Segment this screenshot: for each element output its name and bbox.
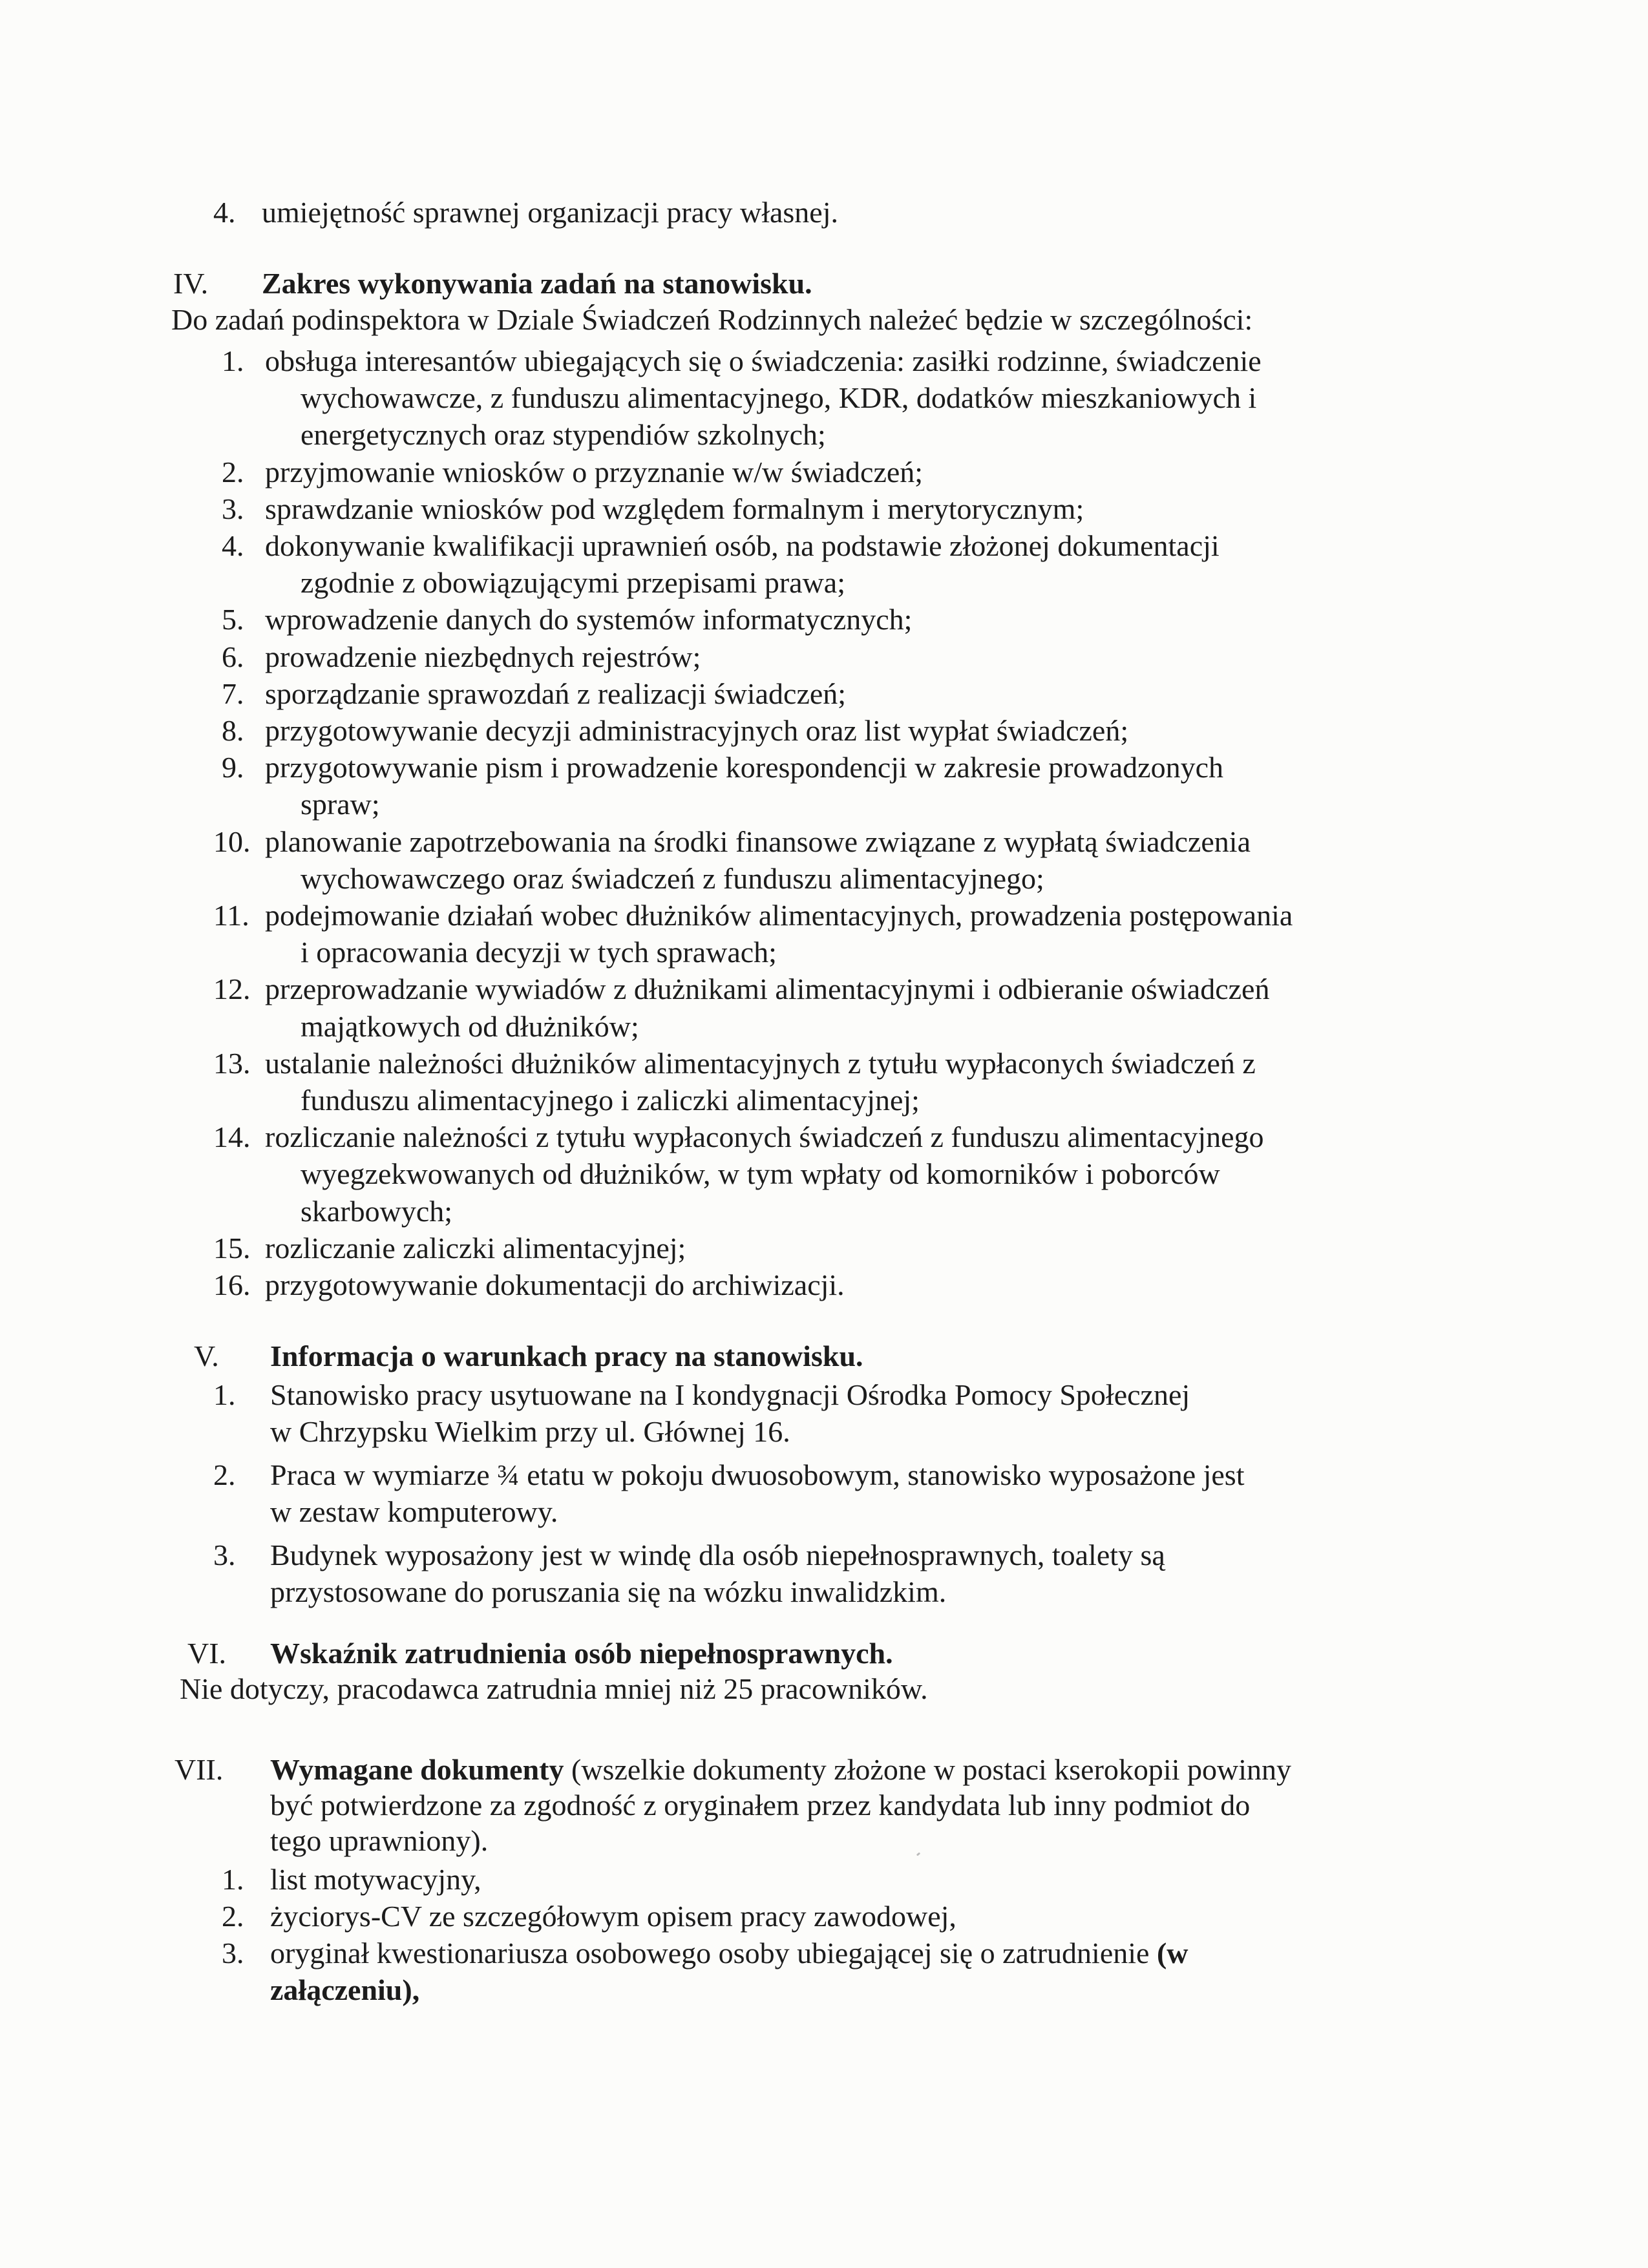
list-item-text: zgodnie z obowiązującymi przepisami prawa; <box>301 566 846 600</box>
list-item-text: wychowawcze, z funduszu alimentacyjnego, KDR, dodatków mieszkaniowych i <box>301 381 1257 415</box>
list-item-text: prowadzenie niezbędnych rejestrów; <box>265 640 701 673</box>
section-heading-vi: Wskaźnik zatrudnienia osób niepełnosprawnych. <box>270 1637 893 1670</box>
list-number: 3. <box>213 1538 236 1571</box>
list-item-text: Budynek wyposażony jest w windę dla osób niepełnosprawnych, toalety są <box>270 1538 1165 1571</box>
scan-speck <box>916 1852 921 1856</box>
list-item-text: życiorys-CV ze szczegółowym opisem pracy zawodowej, <box>270 1900 956 1933</box>
list-item-text: w zestaw komputerowy. <box>270 1495 558 1528</box>
list-item-text: przyjmowanie wniosków o przyznanie w/w świadczeń; <box>265 455 924 488</box>
list-number: 9. <box>222 751 244 784</box>
list-number: 5. <box>222 603 244 636</box>
list-item-text: Praca w wymiarze ¾ etatu w pokoju dwuosobowym, stanowisko wyposażone jest <box>270 1458 1245 1491</box>
list-number: 8. <box>222 714 244 747</box>
list-item-text: sprawdzanie wniosków pod względem formalnym i merytorycznym; <box>265 492 1084 525</box>
list-number: 2. <box>222 1900 244 1933</box>
section-vii-cont-line: tego uprawniony). <box>270 1824 489 1857</box>
list-item-text: ustalanie należności dłużników alimentacyjnych z tytułu wypłaconych świadczeń z <box>265 1046 1256 1080</box>
list-item-text: w Chrzypsku Wielkim przy ul. Głównej 16. <box>270 1415 790 1448</box>
list-number: 7. <box>222 677 244 710</box>
list-item-text: planowanie zapotrzebowania na środki finansowe związane z wypłatą świadczenia <box>265 824 1251 858</box>
list-number: 16. <box>213 1268 251 1301</box>
list-item-text: przeprowadzanie wywiadów z dłużnikami alimentacyjnymi i odbieranie oświadczeń <box>265 972 1270 1006</box>
section-vi-text: Nie dotyczy, pracodawca zatrudnia mniej niż 25 pracowników. <box>180 1672 928 1705</box>
list-item-text: i opracowania decyzji w tych sprawach; <box>301 936 777 969</box>
list-number: 3. <box>222 492 244 525</box>
list-item-text: sporządzanie sprawozdań z realizacji świadczeń; <box>265 677 847 710</box>
list-item-text: wychowawczego oraz świadczeń z funduszu alimentacyjnego; <box>301 861 1044 895</box>
list-item-text: przystosowane do poruszania się na wózku inwalidzkim. <box>270 1575 947 1608</box>
section-vii-cont-line: być potwierdzone za zgodność z oryginałem przez kandydata lub inny podmiot do <box>270 1789 1251 1822</box>
list-item-text <box>270 1971 419 2009</box>
list-item-text: przygotowywanie decyzji administracyjnych oraz list wypłat świadczeń; <box>265 714 1129 747</box>
list-item-text: wprowadzenie danych do systemów informatycznych; <box>265 603 913 636</box>
list-item-text: funduszu alimentacyjnego i zaliczki alimentacyjnej; <box>301 1084 920 1117</box>
list-item-bold-part: (w <box>1156 1937 1188 1969</box>
list-item-bold-part: załączeniu), <box>270 1973 420 2006</box>
list-number: 2. <box>222 455 244 488</box>
list-item-text: przygotowywanie dokumentacji do archiwizacji. <box>265 1268 845 1301</box>
section-heading-vii-rest: (wszelkie dokumenty złożone w postaci kserokopii powinny <box>564 1753 1291 1786</box>
section-number-iv: IV. <box>173 267 209 300</box>
list-item-text: przygotowywanie pism i prowadzenie korespondencji w zakresie prowadzonych <box>265 751 1224 784</box>
list-item-text: rozliczanie zaliczki alimentacyjnej; <box>265 1231 686 1265</box>
list-item-text <box>270 1935 1188 1972</box>
list-number: 1. <box>213 1378 236 1411</box>
list-number: 3. <box>222 1937 244 1969</box>
list-number: 4. <box>213 196 236 229</box>
list-item-text: spraw; <box>301 788 380 821</box>
list-item-text: rozliczanie należności z tytułu wypłaconych świadczeń z funduszu alimentacyjnego <box>265 1120 1264 1154</box>
list-number: 10. <box>213 824 251 858</box>
list-item-text: Stanowisko pracy usytuowane na I kondygnacji Ośrodka Pomocy Społecznej <box>270 1378 1190 1411</box>
list-number: 6. <box>222 640 244 673</box>
section-number-v: V. <box>194 1339 219 1372</box>
list-number: 1. <box>222 344 244 377</box>
list-item-text-part: oryginał kwestionariusza osobowego osoby ubiegającej się o zatrudnienie <box>270 1937 1157 1969</box>
list-number: 13. <box>213 1046 251 1080</box>
list-item-text: umiejętność sprawnej organizacji pracy własnej. <box>262 196 838 229</box>
list-item-text: majątkowych od dłużników; <box>301 1009 639 1043</box>
section-number-vii: VII. <box>174 1753 224 1786</box>
list-number: 2. <box>213 1458 236 1491</box>
list-number: 1. <box>222 1863 244 1896</box>
section-heading-v: Informacja o warunkach pracy na stanowisku. <box>270 1339 863 1372</box>
list-item-text: obsługa interesantów ubiegających się o świadczenia: zasiłki rodzinne, świadczenie <box>265 344 1262 377</box>
list-number: 12. <box>213 972 251 1006</box>
section-intro-text: Do zadań podinspektora w Dziale Świadczeń Rodzinnych należeć będzie w szczególności: <box>171 303 1253 336</box>
list-item-text: energetycznych oraz stypendiów szkolnych; <box>301 418 826 452</box>
list-item-text: dokonywanie kwalifikacji uprawnień osób, na podstawie złożonej dokumentacji <box>265 529 1220 562</box>
list-number: 15. <box>213 1231 251 1265</box>
list-number: 11. <box>213 899 249 932</box>
section-heading-iv: Zakres wykonywania zadań na stanowisku. <box>262 267 812 300</box>
list-item-text: wyegzekwowanych od dłużników, w tym wpłaty od komorników i poborców <box>301 1157 1220 1191</box>
list-number: 4. <box>222 529 244 562</box>
section-heading-vii: Wymagane dokumenty <box>270 1753 564 1786</box>
section-heading-vii-line <box>270 1751 1291 1789</box>
list-number: 14. <box>213 1120 251 1154</box>
list-item-text: skarbowych; <box>301 1194 453 1228</box>
section-number-vi: VI. <box>187 1637 227 1670</box>
list-item-text: podejmowanie działań wobec dłużników alimentacyjnych, prowadzenia postępowania <box>265 899 1293 932</box>
list-item-text: list motywacyjny, <box>270 1863 481 1896</box>
